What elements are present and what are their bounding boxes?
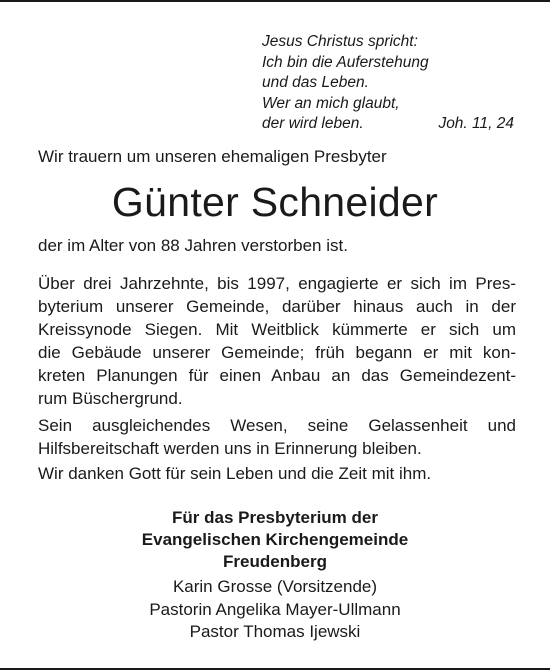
quote-line: Wer an mich glaubt, [262,94,400,112]
organization-line: Evangelischen Kirchengemeinde [141,530,409,549]
paragraph-biography [38,272,516,410]
quote-line: und das Leben. [262,74,369,91]
paragraph-line: Über drei Jahrzehnte, bis 1997, engagierte er sich im Pres- [38,274,516,293]
quote-line: der wird leben. [262,115,364,132]
intro-text: Wir trauern um unseren ehemaligen Presbyter [38,147,387,166]
organization-line: Für das Presbyterium der [172,508,378,527]
paragraph-line: rum Büschergrund. [38,389,183,408]
bible-quote [262,32,522,135]
paragraph-line: byterium unserer Gemeinde, darüber hinaus auch in der [38,297,516,316]
organization-line: Freudenberg [223,552,327,571]
paragraph-line: Sein ausgleichendes Wesen, seine Gelassenheit und [38,416,516,435]
signer-name: Pastor Thomas Ijewski [189,622,361,641]
paragraph-character [38,414,516,460]
signer-name: Pastorin Angelika Mayer-Ullmann [149,599,401,619]
quote-reference: Joh. 11, 24 [438,115,514,132]
deceased-name: Günter Schneider [111,179,439,225]
quote-line: Ich bin die Auferstehung [262,53,429,71]
paragraph-line: die Gebäude unserer Gemeinde; früh begann er mit kon- [38,343,516,362]
paragraph-line: Wir danken Gott für sein Leben und die Zeit mit ihm. [38,464,432,483]
top-border [0,0,550,2]
quote-last-line [262,114,514,135]
signer-name: Karin Grosse (Vorsitzende) [172,577,378,596]
paragraph-thanks [38,462,516,485]
paragraph-line: kreten Planungen für einen Anbau an das Gemeindezent- [38,366,516,385]
paragraph-line: Hilfsbereitschaft werden uns in Erinnerung bleiben. [38,439,422,458]
organization-block [0,507,550,573]
signers-block [0,576,550,644]
quote-line: Jesus Christus spricht: [262,33,418,50]
paragraph-line: Kreissynode Siegen. Mit Weitblick kümmerte er sich um [38,320,516,339]
age-text: der im Alter von 88 Jahren verstorben ist. [38,236,348,255]
